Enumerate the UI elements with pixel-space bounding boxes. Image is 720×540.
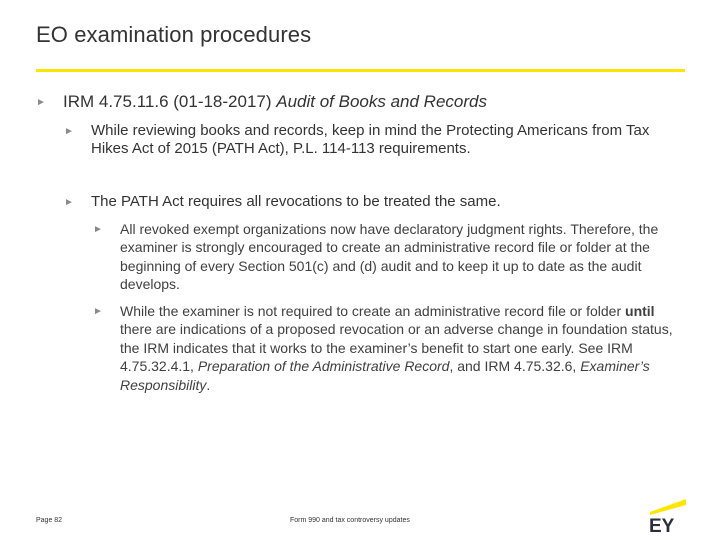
slide-title: EO examination procedures [36,22,312,47]
page-number: Page 82 [36,517,63,524]
level3-item-2-part-d: . [206,376,211,393]
level3-item-2-part-b: there are indications of a proposed revocation or an adverse change in foundation status, the IRM indicates that it works to the examiner’s benefit to start one early. See IRM 4.75.32.4.1, [120,321,673,375]
level3-item-2-bold: until [625,303,655,319]
ey-logo [646,494,690,534]
level3-item-2 [120,302,676,394]
level2-item-2: The PATH Act requires all revocations to be treated the same. [91,193,501,210]
title-divider [36,69,685,72]
level1-heading [63,92,487,112]
bullet-icon: ► [64,126,74,137]
footer-title: Form 990 and tax controversy updates [290,517,410,524]
bullet-icon: ► [93,224,103,235]
level1-italic: Audit of Books and Records [276,92,487,111]
ey-logo-beam [650,499,686,515]
level3-item-1: All revoked exempt organizations now have declaratory judgment rights. Therefore, the examiner is strongly encouraged to create an administrative record file or folder at the beginning of every Section 501(c) and (d) audit and to keep it up to date as the audit develops. [120,221,659,293]
level3-item-2-italic-2: Examiner’s Responsibility [120,358,650,393]
bullet-icon: ► [93,306,103,317]
bullet-icon: ► [64,197,74,208]
level2-item-1: While reviewing books and records, keep in mind the Protecting Americans from Tax Hikes Act of 2015 (PATH Act), P.L. 114-113 requirements. [91,122,650,157]
bullet-icon: ► [36,97,46,108]
ey-logo-text: EY [649,516,675,534]
level3-item-2-italic-1: Preparation of the Administrative Record [197,358,450,375]
level3-item-2-part-a: While the examiner is not required to create an administrative record file or folder [120,303,626,319]
level3-item-2-part-c: , and IRM 4.75.32.6, [449,358,581,375]
level1-prefix: IRM 4.75.11.6 (01-18-2017) [63,92,277,111]
